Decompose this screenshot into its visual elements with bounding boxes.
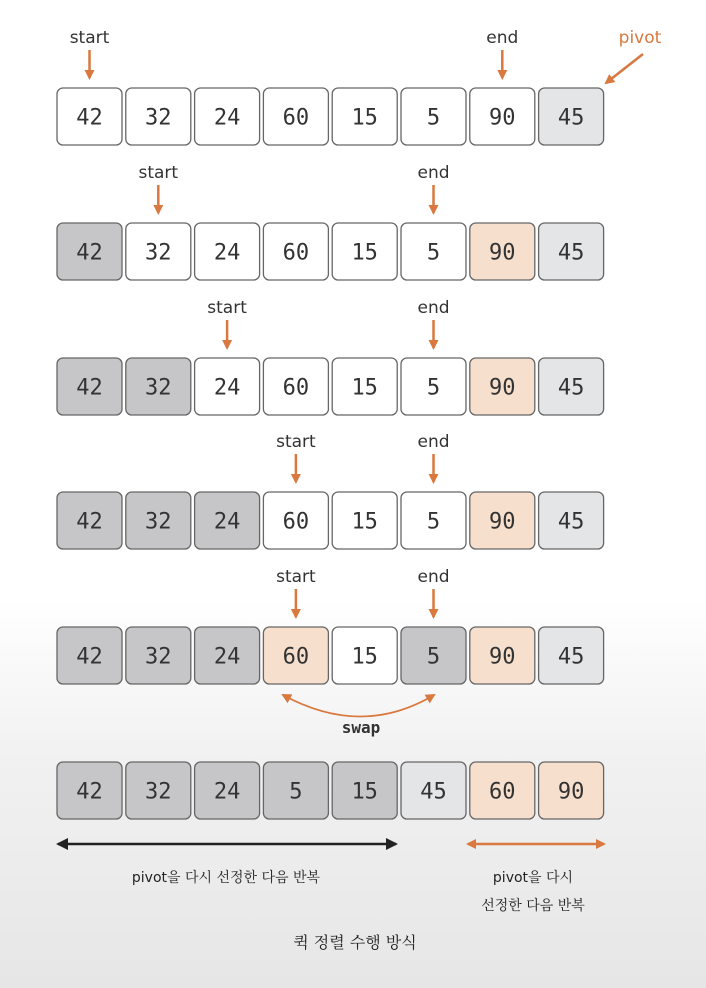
- cell-value: 60: [489, 779, 516, 805]
- swap-label: swap: [341, 718, 381, 737]
- cell-value: 15: [351, 240, 378, 266]
- array-row: [57, 567, 604, 684]
- array-row: [57, 762, 604, 819]
- cell-value: 42: [76, 509, 103, 535]
- start-pointer-label: start: [69, 28, 110, 48]
- left-range-caption: pivot을 다시 선정한 다음 반복: [131, 870, 321, 886]
- cell-value: 32: [145, 509, 172, 535]
- right-range-caption-line1: pivot을 다시: [492, 870, 574, 886]
- array-row: [57, 28, 662, 145]
- cell-value: 24: [213, 240, 241, 266]
- array-row: [57, 163, 604, 280]
- cell-value: 90: [557, 779, 585, 805]
- cell-value: 32: [145, 105, 172, 131]
- cell-value: 90: [489, 375, 516, 401]
- cell-value: 5: [426, 105, 441, 131]
- end-pointer-label: end: [417, 567, 450, 587]
- end-pointer-label: end: [417, 298, 450, 318]
- cell-value: 24: [213, 375, 241, 401]
- cell-value: 24: [213, 509, 241, 535]
- cell-value: 90: [489, 644, 516, 670]
- right-range-caption-line2: 선정한 다음 반복: [481, 898, 585, 914]
- cell-value: 24: [213, 105, 241, 131]
- cell-value: 32: [145, 644, 172, 670]
- cell-value: 42: [76, 105, 103, 131]
- start-pointer-label: start: [276, 432, 316, 452]
- start-pointer-label: start: [276, 567, 316, 587]
- swap-arc: [283, 695, 434, 717]
- cell-value: 15: [351, 509, 378, 535]
- array-row: [57, 432, 604, 549]
- array-row: [57, 298, 604, 415]
- cell-value: 45: [557, 375, 585, 401]
- cell-value: 90: [489, 509, 516, 535]
- array-rows: [57, 28, 662, 819]
- cell-value: 60: [282, 644, 310, 670]
- diagram-title: 퀵 정렬 수행 방식: [293, 933, 417, 952]
- pivot-arrow: [606, 54, 643, 83]
- cell-value: 15: [351, 105, 378, 131]
- cell-value: 15: [351, 779, 378, 805]
- cell-value: 45: [557, 509, 585, 535]
- cell-value: 45: [557, 240, 585, 266]
- cell-value: 5: [426, 644, 441, 670]
- cell-value: 32: [145, 375, 172, 401]
- end-pointer-label: end: [417, 163, 450, 183]
- cell-value: 24: [213, 779, 241, 805]
- start-pointer-label: start: [138, 163, 179, 183]
- cell-value: 60: [282, 105, 310, 131]
- cell-value: 32: [145, 240, 172, 266]
- cell-value: 24: [213, 644, 241, 670]
- cell-value: 42: [76, 779, 103, 805]
- cell-value: 90: [489, 240, 516, 266]
- cell-value: 42: [76, 644, 103, 670]
- cell-value: 45: [420, 779, 447, 805]
- cell-value: 60: [282, 509, 310, 535]
- cell-value: 42: [76, 375, 103, 401]
- cell-value: 42: [76, 240, 103, 266]
- cell-value: 60: [282, 375, 310, 401]
- cell-value: 45: [557, 644, 585, 670]
- end-pointer-label: end: [417, 432, 450, 452]
- pivot-label: pivot: [618, 28, 662, 48]
- cell-value: 5: [426, 509, 441, 535]
- cell-value: 5: [426, 240, 441, 266]
- cell-value: 5: [426, 375, 441, 401]
- end-pointer-label: end: [486, 28, 519, 48]
- cell-value: 90: [489, 105, 516, 131]
- cell-value: 60: [282, 240, 310, 266]
- cell-value: 45: [557, 105, 585, 131]
- cell-value: 32: [145, 779, 172, 805]
- start-pointer-label: start: [207, 298, 247, 318]
- cell-value: 15: [351, 375, 378, 401]
- cell-value: 5: [289, 779, 303, 805]
- cell-value: 15: [351, 644, 378, 670]
